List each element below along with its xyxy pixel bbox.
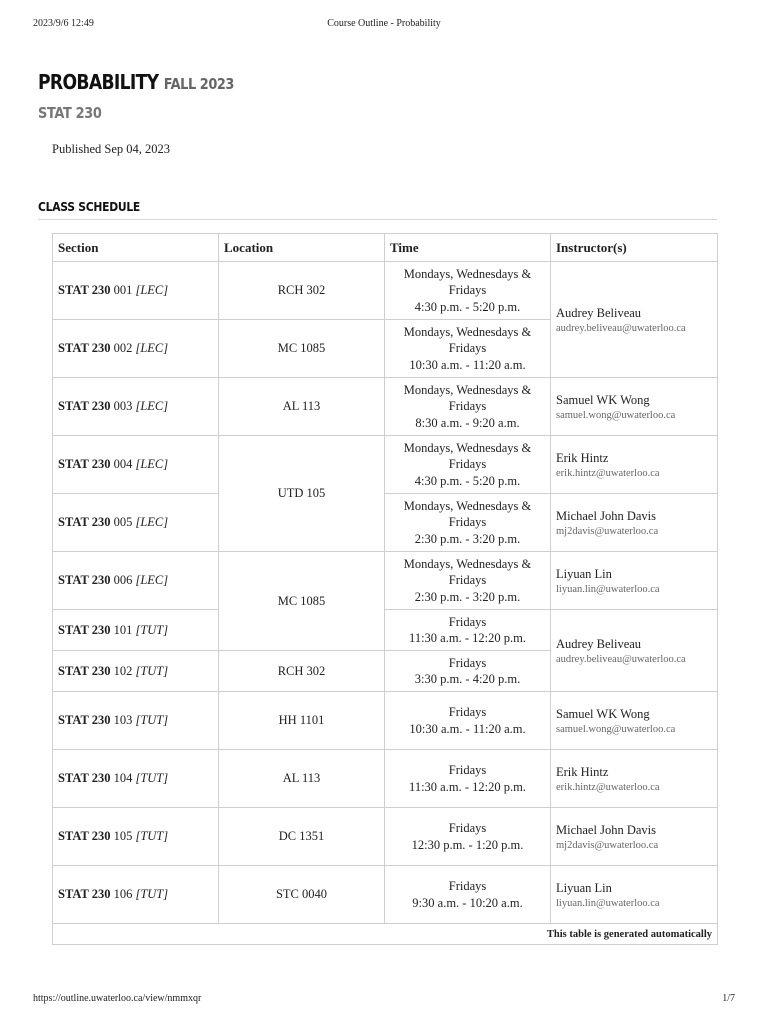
- section-cell: STAT 230 001 [LEC]: [53, 262, 219, 320]
- time-cell: Mondays, Wednesdays & Fridays 4:30 p.m. - 5:20 p.m.: [385, 436, 551, 494]
- section-cell: STAT 230 103 [TUT]: [53, 692, 219, 750]
- table-row: [53, 494, 718, 552]
- instructor-cell: Erik Hintz erik.hintz@uwaterloo.ca: [551, 436, 718, 494]
- table-row: [53, 750, 718, 808]
- time-cell: Fridays 11:30 a.m. - 12:20 p.m.: [385, 610, 551, 651]
- section-cell: STAT 230 105 [TUT]: [53, 808, 219, 866]
- print-footer: [33, 993, 735, 1007]
- section-cell: STAT 230 002 [LEC]: [53, 320, 219, 378]
- instructor-cell: Samuel WK Wong samuel.wong@uwaterloo.ca: [551, 692, 718, 750]
- instructor-email: mj2davis@uwaterloo.ca: [556, 525, 659, 537]
- instructor-cell: Liyuan Lin liyuan.lin@uwaterloo.ca: [551, 552, 718, 610]
- instructor-email: liyuan.lin@uwaterloo.ca: [556, 583, 660, 595]
- instructor-email: samuel.wong@uwaterloo.ca: [556, 409, 676, 421]
- column-header-instructors: Instructor(s): [551, 234, 718, 262]
- course-title: [38, 70, 234, 94]
- time-cell: Mondays, Wednesdays & Fridays 4:30 p.m. - 5:20 p.m.: [385, 262, 551, 320]
- location-cell: RCH 302: [219, 651, 385, 692]
- print-datetime: 2023/9/6 12:49: [33, 18, 94, 29]
- location-cell: RCH 302: [219, 262, 385, 320]
- table-row: [53, 692, 718, 750]
- page-number: 1/7: [722, 993, 735, 1004]
- instructor-email: audrey.beliveau@uwaterloo.ca: [556, 653, 686, 665]
- location-cell: MC 1085: [219, 552, 385, 651]
- section-cell: STAT 230 101 [TUT]: [53, 610, 219, 651]
- table-header-row: [53, 234, 718, 262]
- instructor-cell: Audrey Beliveau audrey.beliveau@uwaterloo.ca: [551, 610, 718, 692]
- table-row: [53, 808, 718, 866]
- time-cell: Mondays, Wednesdays & Fridays 2:30 p.m. - 3:20 p.m.: [385, 494, 551, 552]
- section-cell: STAT 230 006 [LEC]: [53, 552, 219, 610]
- location-cell: AL 113: [219, 378, 385, 436]
- location-cell: HH 1101: [219, 692, 385, 750]
- time-cell: Mondays, Wednesdays & Fridays 2:30 p.m. - 3:20 p.m.: [385, 552, 551, 610]
- time-cell: Mondays, Wednesdays & Fridays 10:30 a.m. - 11:20 a.m.: [385, 320, 551, 378]
- course-code: STAT 230: [38, 104, 102, 122]
- course-name: PROBABILITY: [38, 70, 159, 94]
- time-cell: Fridays 9:30 a.m. - 10:20 a.m.: [385, 866, 551, 924]
- location-cell: AL 113: [219, 750, 385, 808]
- instructor-email: erik.hintz@uwaterloo.ca: [556, 467, 660, 479]
- heading-divider: [38, 219, 717, 220]
- column-header-section: Section: [53, 234, 219, 262]
- location-cell: DC 1351: [219, 808, 385, 866]
- column-header-location: Location: [219, 234, 385, 262]
- print-url: https://outline.uwaterloo.ca/view/nmmxqr: [33, 993, 202, 1004]
- time-cell: Mondays, Wednesdays & Fridays 8:30 a.m. - 9:20 a.m.: [385, 378, 551, 436]
- instructor-email: liyuan.lin@uwaterloo.ca: [556, 897, 660, 909]
- location-cell: STC 0040: [219, 866, 385, 924]
- instructor-cell: Samuel WK Wong samuel.wong@uwaterloo.ca: [551, 378, 718, 436]
- instructor-email: samuel.wong@uwaterloo.ca: [556, 723, 676, 735]
- instructor-email: erik.hintz@uwaterloo.ca: [556, 781, 660, 793]
- location-cell: MC 1085: [219, 320, 385, 378]
- table-row: [53, 436, 718, 494]
- class-schedule-heading: CLASS SCHEDULE: [38, 199, 141, 214]
- instructor-cell: Michael John Davis mj2davis@uwaterloo.ca: [551, 494, 718, 552]
- print-header: [33, 18, 735, 32]
- instructor-cell: Erik Hintz erik.hintz@uwaterloo.ca: [551, 750, 718, 808]
- section-cell: STAT 230 102 [TUT]: [53, 651, 219, 692]
- class-schedule-table: [52, 233, 718, 945]
- time-cell: Fridays 12:30 p.m. - 1:20 p.m.: [385, 808, 551, 866]
- time-cell: Fridays 10:30 a.m. - 11:20 a.m.: [385, 692, 551, 750]
- course-term: FALL 2023: [163, 75, 234, 93]
- table-footer-row: [53, 924, 718, 945]
- table-row: [53, 866, 718, 924]
- instructor-cell: Michael John Davis mj2davis@uwaterloo.ca: [551, 808, 718, 866]
- section-cell: STAT 230 106 [TUT]: [53, 866, 219, 924]
- instructor-email: mj2davis@uwaterloo.ca: [556, 839, 659, 851]
- location-cell: UTD 105: [219, 436, 385, 552]
- instructor-email: audrey.beliveau@uwaterloo.ca: [556, 322, 686, 334]
- published-date: Published Sep 04, 2023: [52, 142, 171, 156]
- time-cell: Fridays 11:30 a.m. - 12:20 p.m.: [385, 750, 551, 808]
- time-cell: Fridays 3:30 p.m. - 4:20 p.m.: [385, 651, 551, 692]
- print-page-title: Course Outline - Probability: [327, 18, 441, 29]
- section-cell: STAT 230 005 [LEC]: [53, 494, 219, 552]
- section-cell: STAT 230 003 [LEC]: [53, 378, 219, 436]
- table-row: [53, 610, 718, 651]
- column-header-time: Time: [385, 234, 551, 262]
- table-row: [53, 262, 718, 320]
- section-cell: STAT 230 104 [TUT]: [53, 750, 219, 808]
- table-row: [53, 378, 718, 436]
- section-cell: STAT 230 004 [LEC]: [53, 436, 219, 494]
- instructor-cell: Audrey Beliveau audrey.beliveau@uwaterloo.ca: [551, 262, 718, 378]
- table-row: [53, 552, 718, 610]
- table-footnote: This table is generated automatically: [53, 924, 718, 945]
- instructor-cell: Liyuan Lin liyuan.lin@uwaterloo.ca: [551, 866, 718, 924]
